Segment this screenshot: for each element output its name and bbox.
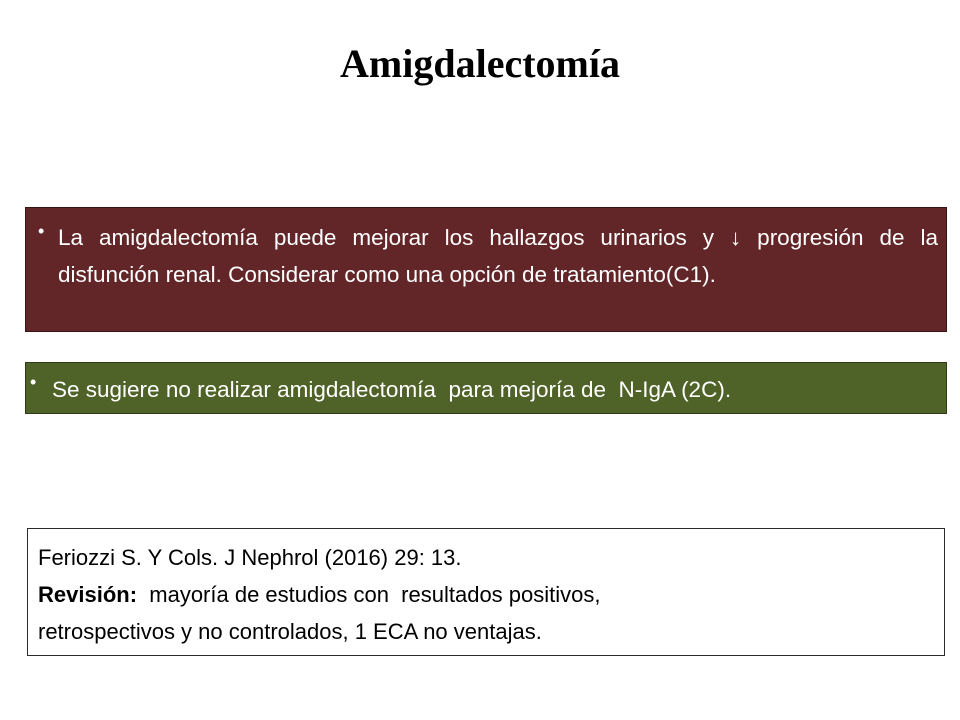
recommendation-box-no-tonsillectomy (25, 362, 947, 414)
recommendation-box-tonsillectomy-benefit (25, 207, 947, 332)
review-text: mayoría de estudios con resultados positivos, (137, 582, 601, 607)
citation: Feriozzi S. Y Cols. J Nephrol (2016) 29: 13. (38, 545, 462, 570)
recommendation-text: Se sugiere no realizar amigdalectomía para mejoría de N-IgA (2C). (52, 377, 732, 402)
review-line (38, 576, 934, 613)
bullet-icon: • (30, 372, 37, 392)
review-label: Revisión: (38, 582, 138, 607)
bullet-icon: • (38, 221, 45, 241)
reference-box (27, 528, 945, 656)
review-text-continued: retrospectivos y no controlados, 1 ECA no ventajas. (38, 619, 542, 644)
recommendation-text: La amigdalectomía puede mejorar los hallazgos urinarios y ↓ progresión de la disfunción renal. Considerar como una opción de tratamiento(C1). (58, 225, 938, 287)
slide-title: Amigdalectomía (340, 41, 620, 86)
